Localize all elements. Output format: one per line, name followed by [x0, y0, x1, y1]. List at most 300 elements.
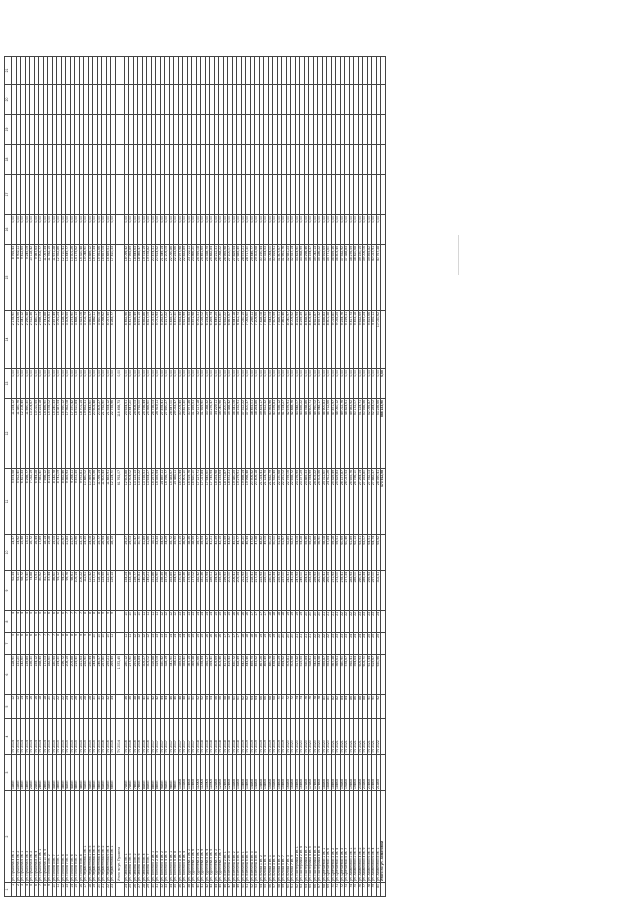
- table-cell: 41 536,12: [277, 399, 282, 469]
- table-cell: 18 253,98: [214, 469, 219, 535]
- table-cell: 4 098,62: [102, 311, 107, 369]
- table-cell: 3 702,74: [84, 311, 89, 369]
- table-cell: 19: [286, 611, 291, 633]
- table-cell: 13ВКЛ: [241, 755, 246, 791]
- table-cell: 59,28: [331, 535, 336, 571]
- table-cell: 38: [187, 883, 192, 897]
- table-cell: 505,81: [286, 655, 291, 695]
- table-cell: 46,44: [246, 535, 251, 571]
- table-cell: 34 154,37: [309, 245, 314, 311]
- table-cell: 10: [138, 611, 143, 633]
- table-cell: 24 451,65: [201, 245, 206, 311]
- table-cell: [115, 215, 124, 245]
- table-cell: 15ВКЛ: [277, 755, 282, 791]
- table-cell: 93,12: [57, 571, 62, 611]
- table-cell: 0,00: [219, 369, 224, 399]
- table-cell: 23: [111, 883, 116, 897]
- table-cell: ТV 2020: [322, 719, 327, 755]
- table-cell: 182,42: [196, 571, 201, 611]
- table-cell: 5 071,93: [156, 311, 161, 369]
- table-cell: [115, 755, 124, 791]
- table-cell: 24 503,56: [318, 469, 323, 535]
- table-cell: 2 480,17: [34, 311, 39, 369]
- table-cell: 30 005,45: [178, 399, 183, 469]
- table-cell: 7 030,15: [241, 311, 246, 369]
- table-cell: 0,00: [142, 369, 147, 399]
- table-cell: 20: [291, 633, 296, 655]
- table-cell: ТV 2019: [246, 719, 251, 755]
- table-cell: 19: [93, 883, 98, 897]
- table-cell: 11 600,43: [102, 469, 107, 535]
- table-cell: 319,05: [156, 655, 161, 695]
- table-cell: [115, 145, 124, 175]
- table-cell: 158,35: [160, 571, 165, 611]
- table-cell: 0,00: [201, 369, 206, 399]
- table-cell: 7 065,60: [246, 311, 251, 369]
- table-cell: 2 290,48: [25, 311, 30, 369]
- table-cell: 7 643,04: [268, 311, 273, 369]
- table-cell: 68: [268, 695, 273, 719]
- table-cell: 380,66: [196, 655, 201, 695]
- table-cell: ул. Лермонтова 4 кв. 9: [97, 791, 102, 883]
- table-cell: 29 033,47: [174, 399, 179, 469]
- table-cell: 3ВКЛ: [61, 755, 66, 791]
- table-cell: 18 153,64: [219, 469, 224, 535]
- table-cell: 139,85: [25, 655, 30, 695]
- table-cell: 4 417,64: [129, 311, 134, 369]
- table-cell: 42: [151, 695, 156, 719]
- table-cell: 0,00: [367, 369, 372, 399]
- table-cell: 9ВКЛ: [169, 755, 174, 791]
- table-cell: 27: [138, 883, 143, 897]
- table-cell: 5 836,53: [187, 311, 192, 369]
- table-cell: 6 449,25: [214, 311, 219, 369]
- table-cell: 0,00: [93, 215, 98, 245]
- table-cell: 181,36: [201, 571, 206, 611]
- table-cell: 21: [304, 633, 309, 655]
- table-cell: 26 037,53: [345, 469, 350, 535]
- table-cell: 295,93: [367, 571, 372, 611]
- table-cell: 24 792,00: [138, 399, 143, 469]
- table-cell: 19 998,48: [246, 469, 251, 535]
- table-cell: 28 847,00: [169, 399, 174, 469]
- table-cell: 51,67: [282, 535, 287, 571]
- table-cell: 0,00: [75, 369, 80, 399]
- table-cell: 17 955,89: [129, 245, 134, 311]
- table-cell: 6: [34, 633, 39, 655]
- table-cell: 22 833,89: [183, 245, 188, 311]
- table-cell: 19: [259, 633, 264, 655]
- table-cell: 0,00: [129, 369, 134, 399]
- table-cell: 542,35: [313, 655, 318, 695]
- table-cell: ТV 2016: [102, 719, 107, 755]
- table-cell: 10: [52, 883, 57, 897]
- table-cell: 10ВКЛ: [192, 755, 197, 791]
- table-cell: 0,00: [210, 369, 215, 399]
- column-header: 21: [5, 57, 12, 85]
- table-cell: ул. Толстого 4 кв. 2: [160, 791, 165, 883]
- table-cell: [381, 883, 386, 897]
- table-cell: 8 438,90: [304, 311, 309, 369]
- table-cell: ТV 2021: [367, 719, 372, 755]
- table-cell: 23: [340, 633, 345, 655]
- table-cell: 5 871,98: [192, 311, 197, 369]
- table-cell: 151,86: [151, 571, 156, 611]
- table-cell: ул. Есенина 6 кв. 5: [246, 791, 251, 883]
- table-cell: 3 920,08: [97, 311, 102, 369]
- table-cell: 6 051,31: [196, 311, 201, 369]
- table-cell: 68: [322, 883, 327, 897]
- table-cell: 7: [52, 633, 57, 655]
- table-cell: 0,00: [147, 369, 152, 399]
- table-cell: 0,00: [84, 215, 89, 245]
- table-cell: 0,00: [75, 215, 80, 245]
- table-cell: 1ВКЛ: [25, 755, 30, 791]
- table-cell: ул. Тургенева 3 кв. 9: [201, 791, 206, 883]
- table-cell: 13 449,77: [66, 245, 71, 311]
- table-cell: 23: [363, 611, 368, 633]
- table-cell: 64: [304, 883, 309, 897]
- table-cell: 280,12: [124, 655, 129, 695]
- table-cell: 6 421,33: [21, 469, 26, 535]
- table-cell: ул. Ахматовой 2 кв. 5: [354, 791, 359, 883]
- table-cell: 17ВКЛ: [313, 755, 318, 791]
- table-cell: 30 334,53: [264, 245, 269, 311]
- table-cell: 33 424,90: [295, 245, 300, 311]
- table-cell: 24 403,22: [313, 469, 318, 535]
- table-cell: 235,93: [277, 571, 282, 611]
- table-cell: 16: [219, 633, 224, 655]
- table-cell: 0,00: [345, 369, 350, 399]
- table-cell: 11 890,30: [25, 399, 30, 469]
- table-cell: 271,93: [331, 571, 336, 611]
- table-cell: 2 178,90: [12, 311, 17, 369]
- table-cell: 16 001,44: [178, 469, 183, 535]
- table-cell: 0,00: [304, 215, 309, 245]
- table-cell: 34 040,96: [219, 399, 224, 469]
- table-cell: 17: [264, 611, 269, 633]
- table-cell: 47: [228, 883, 233, 897]
- table-cell: 8 657,32: [318, 311, 323, 369]
- table-cell: 0,00: [228, 215, 233, 245]
- table-cell: 0,00: [142, 215, 147, 245]
- table-cell: 0,00: [196, 369, 201, 399]
- table-cell: 46: [169, 695, 174, 719]
- table-body-a: [12, 57, 116, 897]
- table-cell: 12: [12, 695, 17, 719]
- table-cell: 44,77: [237, 535, 242, 571]
- table-cell: ТV 2021: [354, 719, 359, 755]
- table-cell: 0,00: [313, 369, 318, 399]
- table-cell: 19 652,31: [84, 399, 89, 469]
- table-cell: 32: [106, 695, 111, 719]
- table-cell: Итого по ул. Ахматовой: [381, 791, 386, 883]
- table-cell: 29,27: [124, 535, 129, 571]
- table-cell: 0,00: [111, 369, 116, 399]
- table-cell: 392,17: [205, 655, 210, 695]
- table-cell: 58: [277, 883, 282, 897]
- table-cell: 31 165,51: [192, 399, 197, 469]
- table-cell: 17 410,33: [111, 245, 116, 311]
- table-cell: 193,35: [219, 571, 224, 611]
- table-cell: 16: [246, 611, 251, 633]
- table-cell: 18 872,21: [228, 469, 233, 535]
- table-cell: 48,82: [259, 535, 264, 571]
- table-cell: 5 912,40: [16, 469, 21, 535]
- table-cell: 7 607,59: [273, 311, 278, 369]
- table-cell: 35,95: [174, 535, 179, 571]
- table-cell: ул. Гоголя 7 кв. 3: [66, 791, 71, 883]
- table-cell: 21: [336, 611, 341, 633]
- table-cell: 27 100,07: [228, 245, 233, 311]
- table-cell: 14: [21, 695, 26, 719]
- table-cell: 12ВКЛ: [223, 755, 228, 791]
- table-cell: 170,43: [178, 571, 183, 611]
- table-cell: 3ВКЛ: [57, 755, 62, 791]
- table-cell: 41: [201, 883, 206, 897]
- table-cell: 0,00: [79, 215, 84, 245]
- table-cell: 39 150,15: [358, 245, 363, 311]
- table-cell: 9 872,35: [75, 469, 80, 535]
- table-cell: 7 032,19: [30, 469, 35, 535]
- table-cell: 62,13: [354, 535, 359, 571]
- table-cell: ТV 2016: [106, 719, 111, 755]
- table-cell: 14: [178, 633, 183, 655]
- table-cell: 68: [273, 695, 278, 719]
- table-cell: 0,00: [241, 215, 246, 245]
- table-cell: 405,69: [214, 655, 219, 695]
- table-cell: 0,00: [106, 215, 111, 245]
- table-cell: 12АКЛ: [214, 755, 219, 791]
- table-cell: 99,76: [66, 571, 71, 611]
- table-cell: 11 671,28: [52, 245, 57, 311]
- table-cell: 0,00: [223, 215, 228, 245]
- table-cell: 29 817,30: [183, 399, 188, 469]
- table-cell: 56,66: [313, 535, 318, 571]
- table-cell: 22 090,86: [169, 245, 174, 311]
- table-cell: 5: [39, 611, 44, 633]
- table-cell: 21: [327, 611, 332, 633]
- table-cell: 16: [205, 633, 210, 655]
- table-cell: 24: [349, 633, 354, 655]
- table-cell: 27 685,45: [237, 245, 242, 311]
- table-cell: 355,63: [178, 655, 183, 695]
- table-cell: 24 595,08: [196, 245, 201, 311]
- table-cell: ул. Гоголя 7 кв. 6: [70, 791, 75, 883]
- table-cell: 14,92: [16, 535, 21, 571]
- table-cell: 8 142,78: [52, 469, 57, 535]
- table-cell: 617,44: [367, 655, 372, 695]
- table-cell: 6 269,74: [210, 311, 215, 369]
- table-cell: 230,41: [268, 571, 273, 611]
- table-cell: 31 929,90: [201, 399, 206, 469]
- table-cell: ул. Лермонтова 6 кв. 4: [106, 791, 111, 883]
- table-cell: 23 866,20: [192, 245, 197, 311]
- table-cell: 249,00: [300, 571, 305, 611]
- table-cell: 0,00: [66, 215, 71, 245]
- table-cell: 65,92: [376, 535, 381, 571]
- table-cell: 31,66: [147, 535, 152, 571]
- table-cell: 92: [376, 695, 381, 719]
- table-cell: ТV 2020: [318, 719, 323, 755]
- table-cell: [115, 57, 124, 85]
- table-cell: 213,00: [246, 571, 251, 611]
- table-cell: 12 108,45: [21, 399, 26, 469]
- table-cell: 0,00: [151, 215, 156, 245]
- table-cell: 0,00: [376, 369, 381, 399]
- table-cell: 33,11: [151, 535, 156, 571]
- table-cell: 10: [124, 611, 129, 633]
- table-cell: 20: [304, 611, 309, 633]
- table-cell: 6: [30, 633, 35, 655]
- table-cell: [381, 571, 386, 611]
- table-cell: ТV 2014: [25, 719, 30, 755]
- table-cell: 13ВКЛ: [246, 755, 251, 791]
- table-cell: 50 936,56: [363, 399, 368, 469]
- table-cell: 0,00: [313, 215, 318, 245]
- table-cell: 61 763,07: [115, 469, 124, 535]
- table-cell: 0,00: [156, 369, 161, 399]
- table-cell: 134,24: [124, 571, 129, 611]
- table-cell: 605,93: [358, 655, 363, 695]
- table-cell: 20,41: [57, 535, 62, 571]
- table-cell: 0,00: [354, 369, 359, 399]
- table-cell: 8АКЛ: [142, 755, 147, 791]
- table-cell: 30 919,91: [273, 245, 278, 311]
- table-cell: 15: [192, 633, 197, 655]
- table-cell: 15: [201, 633, 206, 655]
- table-cell: 13: [151, 633, 156, 655]
- table-cell: 4 452,96: [124, 311, 129, 369]
- table-cell: 13 221,22: [138, 469, 143, 535]
- table-cell: ул. Чехова 3 кв. 2: [133, 791, 138, 883]
- table-cell: 13 123,13: [133, 469, 138, 535]
- table-cell: [115, 535, 124, 571]
- table-cell: 45 760,02: [313, 399, 318, 469]
- table-cell: 152,90: [156, 571, 161, 611]
- table-cell: 26 919,11: [156, 399, 161, 469]
- table-cell: 12 710,41: [61, 245, 66, 311]
- table-cell: 24: [358, 633, 363, 655]
- table-cell: 0,00: [25, 215, 30, 245]
- column-header: 1: [5, 883, 12, 897]
- table-cell: 22: [57, 695, 62, 719]
- table-cell: 7: [75, 611, 80, 633]
- table-cell: 25: [129, 883, 134, 897]
- table-cell: 517,32: [295, 655, 300, 695]
- table-cell: 15: [187, 633, 192, 655]
- table-cell: 40: [196, 883, 201, 897]
- table-cell: [115, 571, 124, 611]
- table-cell: 4ВКЛ: [79, 755, 84, 791]
- table-cell: 7 428,08: [259, 311, 264, 369]
- table-cell: 428,49: [237, 655, 242, 695]
- table-cell: 55,23: [309, 535, 314, 571]
- table-cell: 378,44: [201, 655, 206, 695]
- table-cell: 0,00: [259, 215, 264, 245]
- table-cell: 66: [313, 883, 318, 897]
- table-cell: 17 370,42: [70, 399, 75, 469]
- table-cell: 45,00: [232, 535, 237, 571]
- table-cell: 22 735,96: [111, 399, 116, 469]
- table-cell: ТV 2022: [376, 719, 381, 755]
- table-cell: 261,00: [318, 571, 323, 611]
- table-cell: 20: [277, 633, 282, 655]
- table-cell: 330,42: [160, 655, 165, 695]
- table-cell: 36: [129, 695, 134, 719]
- table-cell: 2 698,04: [39, 311, 44, 369]
- table-cell: 567,38: [331, 655, 336, 695]
- table-cell: 19: [264, 633, 269, 655]
- table-cell: 8 836,83: [322, 311, 327, 369]
- table-cell: 0,00: [12, 215, 17, 245]
- table-cell: ТV 2014: [21, 719, 26, 755]
- table-cell: 9: [84, 633, 89, 655]
- table-cell: 18: [268, 611, 273, 633]
- table-cell: ул. Пушкина 8 кв. 2: [30, 791, 35, 883]
- table-cell: 0,00: [358, 215, 363, 245]
- table-cell: 15,48: [21, 535, 26, 571]
- table-cell: ул. Блока 1 кв. 2: [259, 791, 264, 883]
- table-cell: 116 498,73: [115, 399, 124, 469]
- table-cell: 0,00: [277, 215, 282, 245]
- table-cell: 20 603,48: [93, 399, 98, 469]
- table-cell: 16 387,54: [57, 399, 62, 469]
- table-cell: 74: [300, 695, 305, 719]
- table-cell: 122,30: [106, 571, 111, 611]
- table-cell: 7АКЛ: [129, 755, 134, 791]
- table-cell: 80,62: [39, 571, 44, 611]
- table-cell: 32 681,23: [286, 245, 291, 311]
- table-cell: 13: [187, 611, 192, 633]
- table-cell: ТV 2016: [111, 719, 116, 755]
- table-cell: 0,00: [192, 215, 197, 245]
- table-cell: 13 010,55: [34, 399, 39, 469]
- table-cell: ул. Цветаевой 3 кв. 4: [336, 791, 341, 883]
- table-cell: 16,44: [34, 535, 39, 571]
- table-cell: 0,00: [223, 369, 228, 399]
- table-cell: 17: [237, 633, 242, 655]
- table-cell: 29 302,68: [255, 245, 260, 311]
- table-cell: 0,00: [349, 215, 354, 245]
- table-cell: 16АКЛ: [291, 755, 296, 791]
- table-cell: [381, 695, 386, 719]
- table-cell: 26: [79, 695, 84, 719]
- table-cell: 8 214,55: [48, 469, 53, 535]
- table-cell: 175,95: [187, 571, 192, 611]
- table-cell: 0,00: [16, 369, 21, 399]
- table-cell: 14 223,18: [39, 399, 44, 469]
- table-cell: 52: [201, 695, 206, 719]
- table-cell: 16: [214, 633, 219, 655]
- table-cell: 21 124,75: [264, 469, 269, 535]
- table-cell: 0,00: [57, 215, 62, 245]
- table-cell: 8АКЛ: [147, 755, 152, 791]
- column-header: 18: [5, 145, 12, 175]
- table-cell: [381, 115, 386, 145]
- table-cell: 6: [61, 611, 66, 633]
- table-cell: ул. Тургенева 1 кв. 2: [187, 791, 192, 883]
- table-cell: 80: [376, 883, 381, 897]
- table-cell: 206,41: [232, 571, 237, 611]
- table-cell: 4: [25, 611, 30, 633]
- table-cell: 26 736,03: [151, 399, 156, 469]
- table-cell: 211,93: [241, 571, 246, 611]
- table-cell: ТV 2015: [70, 719, 75, 755]
- table-cell: 6: [21, 633, 26, 655]
- table-cell: 13: [183, 611, 188, 633]
- table-cell: 20,67: [61, 535, 66, 571]
